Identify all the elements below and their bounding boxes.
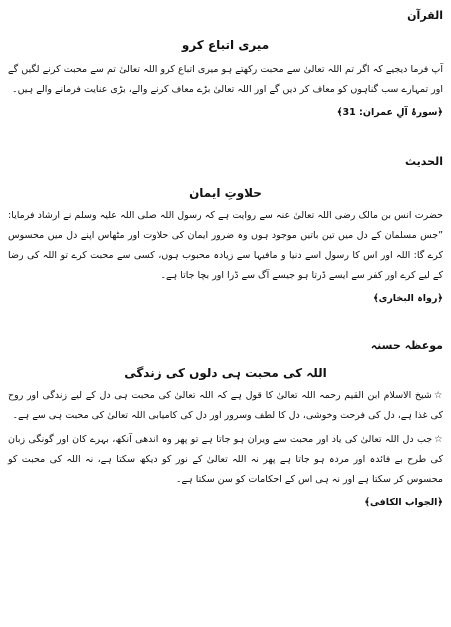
hadith-reference: ﴿رواہ البخاری﴾	[373, 293, 443, 304]
hadith-heading: الحدیث	[405, 155, 443, 168]
advice-paragraph-1-text: شیخ الاسلام ابن القیم رحمہ اللہ تعالیٰ کا قول ہے کہ اللہ تعالیٰ کی محبت ہی دل کے لیے زندگی اور روح کی غذا ہے، دل کی فرحت وخوشی، دل کا لطف وسرور اور دل کی کامیابی اللہ تعالیٰ کی محبت ہی سے ہے۔	[8, 390, 443, 421]
advice-paragraph-2-text: جب دل اللہ تعالیٰ کی یاد اور محبت سے ویران ہو جاتا ہے تو پھر وہ اندھی آنکھ، بہرے کان اور گونگی زبان کی طرح بے فائدہ اور مردہ ہو جاتا ہے پھر نہ اللہ تعالیٰ کے نور کو دیکھ سکتا ہے، نہ اللہ کی محبت کو محسوس کر سکتا ہے اور نہ ہی اس کے احکامات کو سن سکتا ہے۔	[8, 434, 443, 485]
quran-reference: ﴿سورۂ آلِ عمران: 31﴾	[336, 107, 443, 118]
advice-section	[8, 336, 443, 512]
advice-paragraph-2	[8, 430, 443, 490]
quran-heading: القرآن	[407, 9, 443, 22]
advice-title: اللہ کی محبت ہی دلوں کی زندگی	[124, 366, 327, 380]
quran-title: میری اتباع کرو	[181, 38, 270, 52]
advice-paragraph-1	[8, 386, 443, 426]
quran-section	[8, 6, 443, 122]
hadith-section	[8, 152, 443, 308]
advice-reference: ﴿الجواب الکافی﴾	[364, 497, 443, 508]
hadith-title: حلاوتِ ایمان	[189, 186, 262, 200]
advice-heading: موعظہ حسنہ	[370, 339, 443, 352]
star-icon: ☆	[434, 434, 443, 445]
hadith-text: حضرت انس بن مالک رضی اللہ تعالیٰ عنہ سے روایت ہے کہ رسول اللہ صلی اللہ علیہ وسلم نے ارشاد فرمایا: ”جس مسلمان کے دل میں تین باتیں موجود ہوں وہ ضرور ایمان کی حلاوت اور مٹھاس اپنے دل میں محسوس کرے گا: اللہ اور اس کا رسول اسے دنیا و مافیہا سے زیادہ محبوب ہوں، کسی سے محبت کرے تو اللہ کی رضا کے لیے کرے اور کفر سے ایسے ڈرتا ہو جیسے آگ سے ڈرا اور بچا جاتا ہے۔	[8, 210, 443, 281]
star-icon: ☆	[433, 390, 443, 401]
quran-verse-text: آپ فرما دیجیے کہ اگر تم اللہ تعالیٰ سے محبت رکھتے ہو میری اتباع کرو اللہ تعالیٰ تم سے محبت کرنے لگیں گے اور تمہارے سب گناہوں کو معاف کر دیں گے اور اللہ تعالیٰ بڑے معاف کرنے والے، بڑی عنایت فرمانے والے ہیں۔	[8, 64, 443, 95]
